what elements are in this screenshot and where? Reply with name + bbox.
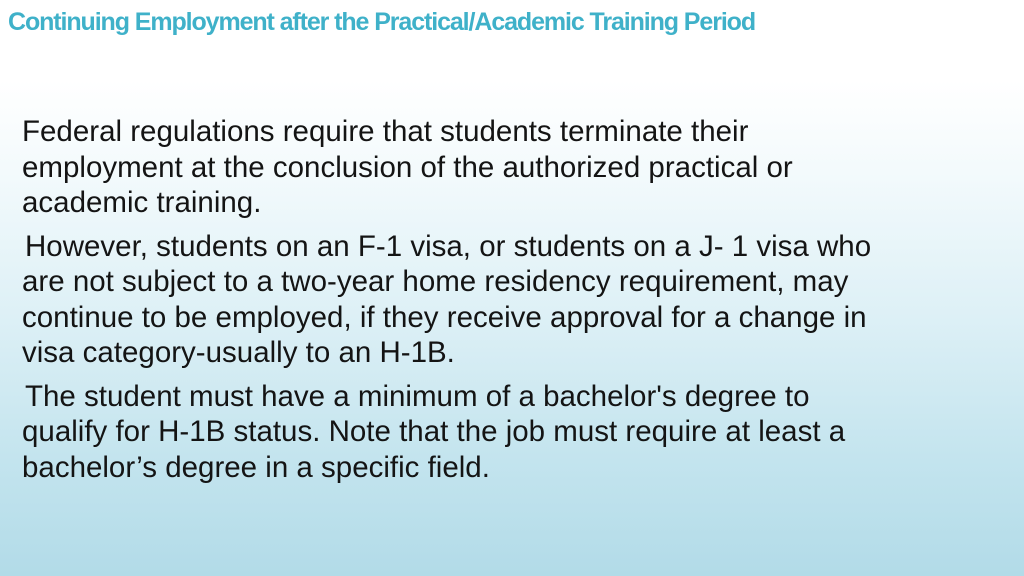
- paragraph-line: employment at the conclusion of the authorized practical or: [22, 150, 793, 184]
- paragraph-line: Federal regulations require that students terminate their: [22, 115, 749, 148]
- paragraph-line: The student must have a minimum of a bachelor's degree to: [25, 379, 810, 413]
- paragraph-line: visa category-usually to an H-1B.: [22, 336, 455, 369]
- paragraph-line: academic training.: [22, 186, 262, 219]
- paragraph-line: continue to be employed, if they receive approval for a change in: [22, 300, 867, 334]
- paragraph-regulations: [22, 114, 1012, 221]
- paragraph-line: are not subject to a two-year home residency requirement, may: [22, 265, 849, 298]
- paragraph-f1-j1-exception: [22, 229, 1012, 371]
- paragraph-h1b-degree: [22, 379, 1012, 486]
- paragraph-line: qualify for H-1B status. Note that the job must require at least a: [22, 415, 846, 448]
- slide-title: Continuing Employment after the Practical/Academic Training Period: [8, 8, 756, 36]
- slide-body: [22, 114, 1012, 493]
- paragraph-line: However, students on an F-1 visa, or students on a J- 1 visa who: [25, 229, 872, 263]
- paragraph-line: bachelor’s degree in a specific field.: [22, 450, 490, 484]
